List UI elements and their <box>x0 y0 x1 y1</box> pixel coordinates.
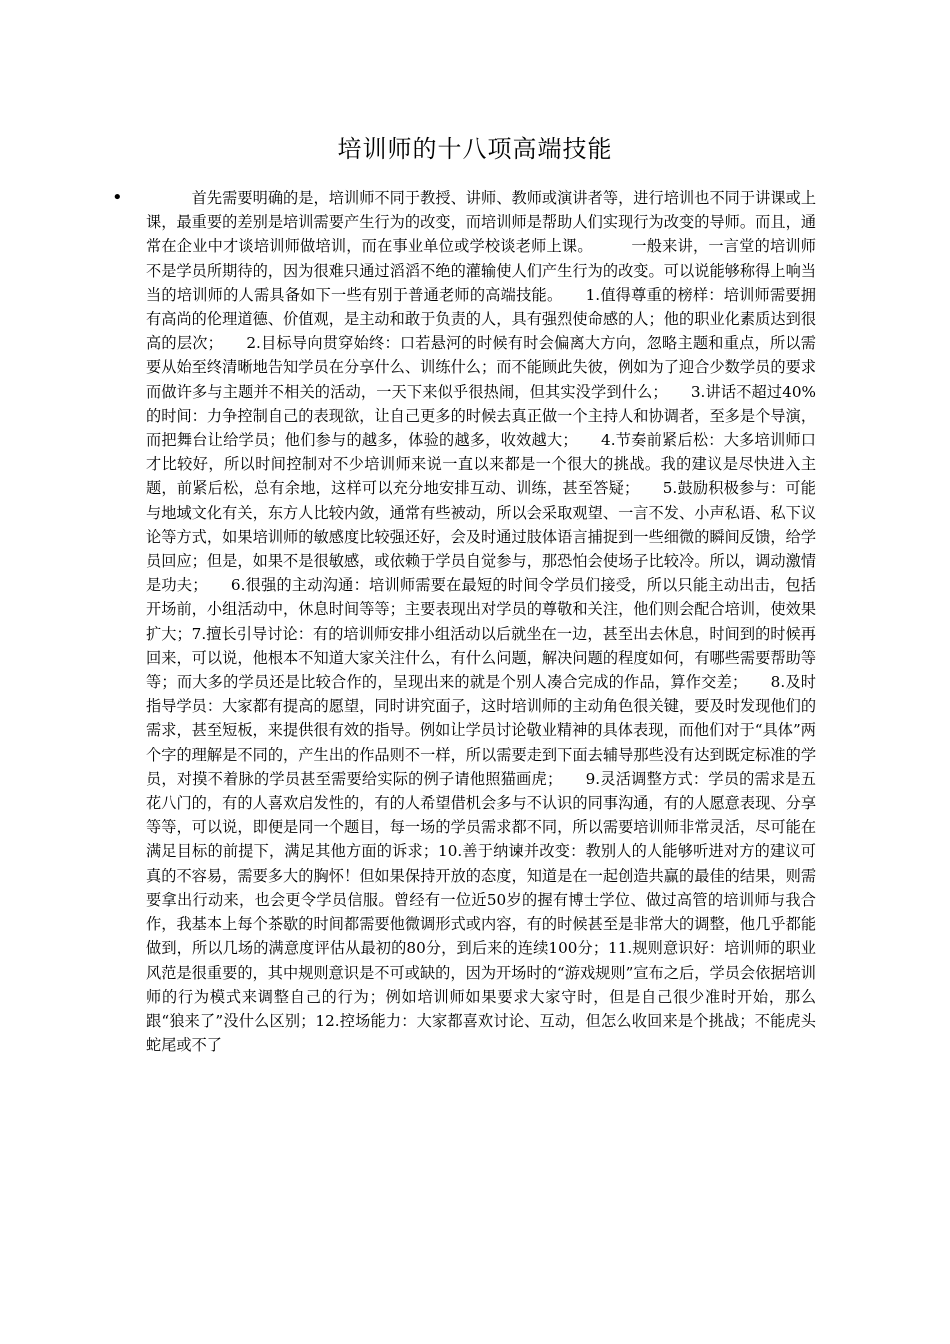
document-paragraph: 首先需要明确的是，培训师不同于教授、讲师、教师或演讲者等，进行培训也不同于讲课或上课，最重要的差别是培训需要产生行为的改变，而培训师是帮助人们实现行为改变的导师。而且，通常在企业中才谈培训师做培训，而在事业单位或学校谈老师上课。 一般来讲，一言堂的培训师不是学员所期待的，因为很难只通过滔滔不绝的灌输使人们产生行为的改变。可以说能够称得上响当当的培训师的人需具备如下一些有别于普通老师的高端技能。 1.值得尊重的榜样：培训师需要拥有高尚的伦理道德、价值观，是主动和敢于负责的人，具有强烈使命感的人；他的职业化素质达到很高的层次； 2.目标导向贯穿始终：口若悬河的时候有时会偏离大方向，忽略主题和重点，所以需要从始至终清晰地告知学员在分享什么、训练什么；而不能顾此失彼，例如为了迎合少数学员的要求而做许多与主题并不相关的活动，一天下来似乎很热闹，但其实没学到什么； 3.讲话不超过40%的时间：力争控制自己的表现欲，让自己更多的时候去真正做一个主持人和协调者，至多是个导演，而把舞台让给学员；他们参与的越多，体验的越多，收效越大； 4.节奏前紧后松：大多培训师口才比较好，所以时间控制对不少培训师来说一直以来都是一个很大的挑战。我的建议是尽快进入主题，前紧后松，总有余地，这样可以充分地安排互动、训练，甚至答疑； 5.鼓励积极参与：可能与地域文化有关，东方人比较内敛，通常有些被动，所以会采取观望、一言不发、小声私语、私下议论等方式，如果培训师的敏感度比较强还好，会及时通过肢体语言捕捉到一些细微的瞬间反馈，给学员回应；但是，如果不是很敏感，或依赖于学员自觉参与，那恐怕会使场子比较冷。所以，调动激情是功夫； 6.很强的主动沟通：培训师需要在最短的时间令学员们接受，所以只能主动出击，包括开场前，小组活动中，休息时间等等；主要表现出对学员的尊敬和关注，他们则会配合培训，使效果扩大；7.擅长引导讨论：有的培训师安排小组活动以后就坐在一边，甚至出去休息，时间到的时候再回来，可以说，他根本不知道大家关注什么，有什么问题，解决问题的程度如何，有哪些需要帮助等等；而大多的学员还是比较合作的，呈现出来的就是个别人凑合完成的作品，算作交差； 8.及时指导学员：大家都有提高的愿望，同时讲究面子，这时培训师的主动角色很关键，要及时发现他们的需求，甚至短板，来提供很有效的指导。例如让学员讨论敬业精神的具体表现，而他们对于“具体”两个字的理解是不同的，产生出的作品则不一样，所以需要走到下面去辅导那些没有达到既定标准的学员，对摸不着脉的学员甚至需要给实际的例子请他照猫画虎； 9.灵活调整方式：学员的需求是五花八门的，有的人喜欢启发性的，有的人希望借机会多与不认识的同事沟通，有的人愿意表现、分享等等，可以说，即便是同一个题目，每一场的学员需求都不同，所以需要培训师非常灵活，尽可能在满足目标的前提下，满足其他方面的诉求；10.善于纳谏并改变：教别人的人能够听进对方的建议可真的不容易，需要多大的胸怀！但如果保持开放的态度，知道是在一起创造共赢的最佳的结果，则需要拿出行动来，也会更令学员信服。曾经有一位近50岁的握有博士学位、做过高管的培训师与我合作，我基本上每个茶歇的时间都需要他微调形式或内容，有的时候甚至是非常大的调整，他几乎都能做到，所以几场的满意度评估从最初的80分，到后来的连续100分；11.规则意识好：培训师的职业风范是很重要的，其中规则意识是不可或缺的，因为开场时的“游戏规则”宣布之后，学员会依据培训师的行为模式来调整自己的行为；例如培训师如果要求大家守时，但是自己很少准时开始，那么跟“狼来了”没什么区别；12.控场能力：大家都喜欢讨论、互动，但怎么收回来是个挑战；不能虎头蛇尾或不了 <box>146 189 816 1055</box>
list-bullet: • <box>112 187 123 208</box>
document-title: 培训师的十八项高端技能 <box>337 135 613 163</box>
